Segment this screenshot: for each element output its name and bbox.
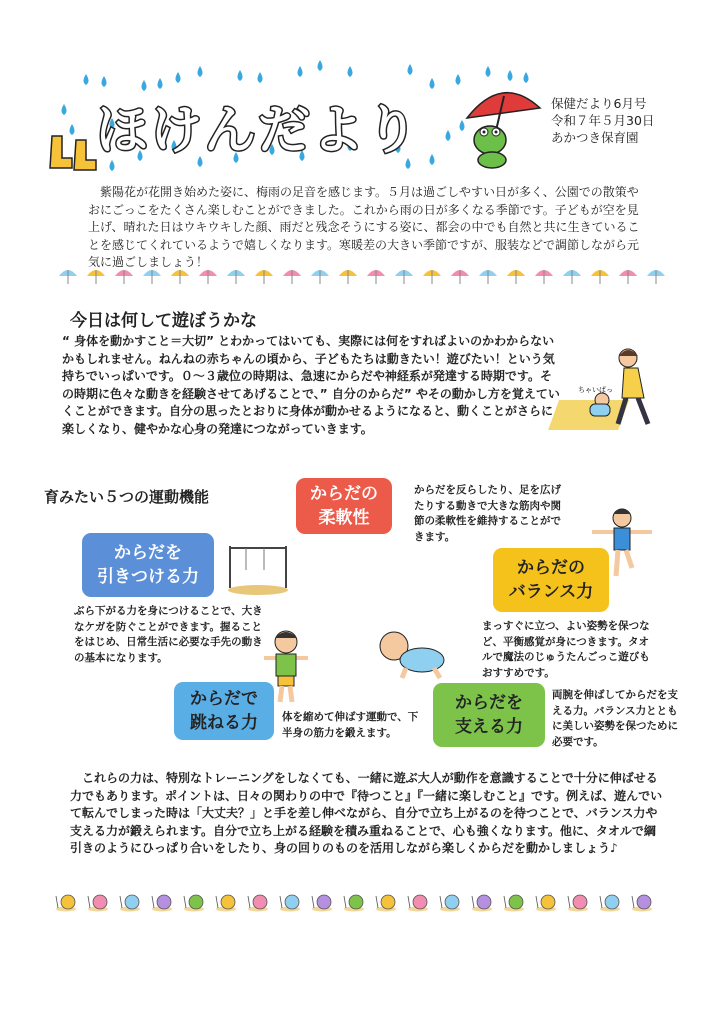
snail-mark [56, 895, 76, 912]
crawling-baby-illustration [372, 622, 452, 682]
umbrella-mark [143, 270, 161, 284]
umbrella-mark [563, 270, 581, 284]
desc-pull: ぶら下がる力を身につけることで、大きなケガを防ぐことができます。握ることをはじめ、日常生活に必要な手先の動きの基本になります。 [74, 605, 263, 664]
umbrella-mark [395, 270, 413, 284]
issue-date: 令和７年５月30日 [551, 113, 655, 128]
umbrella-mark [199, 270, 217, 284]
umbrella-mark [87, 270, 105, 284]
desc-jump: 体を縮めて伸ばす運動で、下半身の筋力を鍛えます。 [282, 711, 419, 739]
raindrop [298, 66, 303, 77]
frog-umbrella-icon [462, 78, 542, 168]
header-info [551, 95, 654, 146]
umbrella-divider [60, 266, 680, 290]
umbrella-mark [535, 270, 553, 284]
umbrella-mark [59, 270, 77, 284]
raindrop [198, 66, 203, 77]
snail-mark [248, 895, 268, 912]
desc-support: 両腕を伸ばしてからだを支える力。バランス力とともに美しい姿勢を保つために必要です。 [552, 689, 678, 748]
raindrop [456, 74, 461, 85]
raindrop [430, 78, 435, 89]
umbrella-mark [507, 270, 525, 284]
raindrop [486, 66, 491, 77]
raindrop [238, 70, 243, 81]
snail-mark [312, 895, 332, 912]
raindrop [84, 74, 89, 85]
raindrop [258, 72, 263, 83]
umbrella-mark [255, 270, 273, 284]
intro-paragraph: 紫陽花が花開き始めた姿に、梅雨の足音を感じます。５月は過ごしやすい日が多く、公園での散策やおにごっこをたくさん楽しむことができました。これから雨の日が多くなる季節です。子どもが空を見上げ、晴れた日はウキウキした顔、雨だと残念そうにする姿に、都会の中でも自然と共に生きていることを感じてくれているようで嬉しくなります。寒暖差の大きい季節ですが、服装などで調節しながら元気に過ごしましょう！ [88, 185, 640, 269]
monkey-bars-illustration [224, 540, 294, 596]
snail-mark [216, 895, 236, 912]
snail-divider [52, 890, 662, 914]
card-support-label: からだを 支える力 [455, 693, 523, 737]
card-balance-label: からだの バランス力 [508, 558, 594, 602]
umbrella-mark [115, 270, 133, 284]
speech-text: ちゃいぱっ [578, 386, 613, 394]
umbrella-mark [423, 270, 441, 284]
umbrella-mark [647, 270, 665, 284]
desc-flexibility: からだを反らしたり、足を広げたりする動きで大きな筋肉や関節の柔軟性を維持することができます。 [414, 484, 561, 543]
card-flexibility-label: からだの 柔軟性 [310, 484, 378, 528]
umbrella-mark [479, 270, 497, 284]
snail-mark [568, 895, 588, 912]
snail-mark [600, 895, 620, 912]
umbrella-mark [591, 270, 609, 284]
umbrella-mark [171, 270, 189, 284]
raindrop [408, 64, 413, 75]
snail-mark [120, 895, 140, 912]
raindrop [102, 76, 107, 87]
closing-paragraph: これらの力は、特別なトレーニングをしなくても、一緒に遊ぶ大人が動作を意識することで十分に伸ばせる力でもあります。ポイントは、日々の関わりの中で『待つこと』『一緒に楽しむこと』です。例えば、遊んでいて転んでしまった時は「大丈夫？」と手を差し伸べながら、自分で立ち上がるのを待つことで、バランス力や支える力が鍛えられます。自分で立ち上がる経験を積み重ねることで、心も強くなります。他に、タオルで綱引きのようにひっぱり合いをしたり、身の回りのものを活用しながら楽しくからだを動かしましょう♪ [70, 771, 663, 855]
umbrella-mark [451, 270, 469, 284]
raindrop [62, 104, 67, 115]
umbrella-mark [311, 270, 329, 284]
section1-body: “ 身体を動かすこと＝大切” とわかってはいても、実際には何をすればよいのかわからないかもしれません。ねんねの赤ちゃんの頃から、子どもたちは動きたい！遊びたい！という気持ちでいっぱいです。０～３歳位の時期は、急速にからだや神経系が発達する時期です。その時期に色々な動きを経験させてあげることで、” 自分のからだ” やその動かし方を覚えていくことができます。自分の思ったとおりに身体が動かせるようになると、動くことがさらに楽しくなり、健やかな心身の発達につながっていきます。 [62, 334, 560, 436]
snail-mark [408, 895, 428, 912]
snail-mark [536, 895, 556, 912]
umbrella-mark [227, 270, 245, 284]
card-support [433, 683, 545, 747]
snail-mark [472, 895, 492, 912]
boy-stretch-illustration [588, 506, 658, 586]
snail-mark [440, 895, 460, 912]
card-pull [82, 533, 214, 597]
snail-mark [632, 895, 652, 912]
umbrella-mark [339, 270, 357, 284]
snail-mark [504, 895, 524, 912]
snail-mark [280, 895, 300, 912]
org-name: あかつき保育園 [551, 130, 639, 145]
card-pull-label: からだを 引きつける力 [97, 543, 199, 587]
raindrop [348, 66, 353, 77]
umbrella-mark [367, 270, 385, 284]
card-flexibility [296, 478, 392, 534]
snail-mark [88, 895, 108, 912]
section2-heading: 育みたい５つの運動機能 [44, 488, 210, 506]
section1-heading: 今日は何して遊ぼうかな [70, 311, 257, 331]
issue-label: 保健だより6月号 [551, 96, 647, 111]
page-title: ほけんだより [96, 101, 421, 161]
desc-balance: まっすぐに立つ、よい姿勢を保つなど、平衡感覚が身につきます。タオルで魔法のじゅうたんごっこ遊びもおすすめです。 [482, 620, 650, 679]
raindrop [446, 130, 451, 141]
raindrop [176, 72, 181, 83]
snail-mark [344, 895, 364, 912]
snail-mark [376, 895, 396, 912]
snail-mark [184, 895, 204, 912]
umbrella-mark [283, 270, 301, 284]
snail-mark [152, 895, 172, 912]
umbrella-mark [619, 270, 637, 284]
raindrop [430, 154, 435, 165]
jumping-boy-illustration [256, 628, 316, 708]
raindrop [318, 60, 323, 71]
mother-baby-illustration [578, 348, 688, 438]
card-jump-label: からだで 跳ねる力 [190, 689, 258, 733]
